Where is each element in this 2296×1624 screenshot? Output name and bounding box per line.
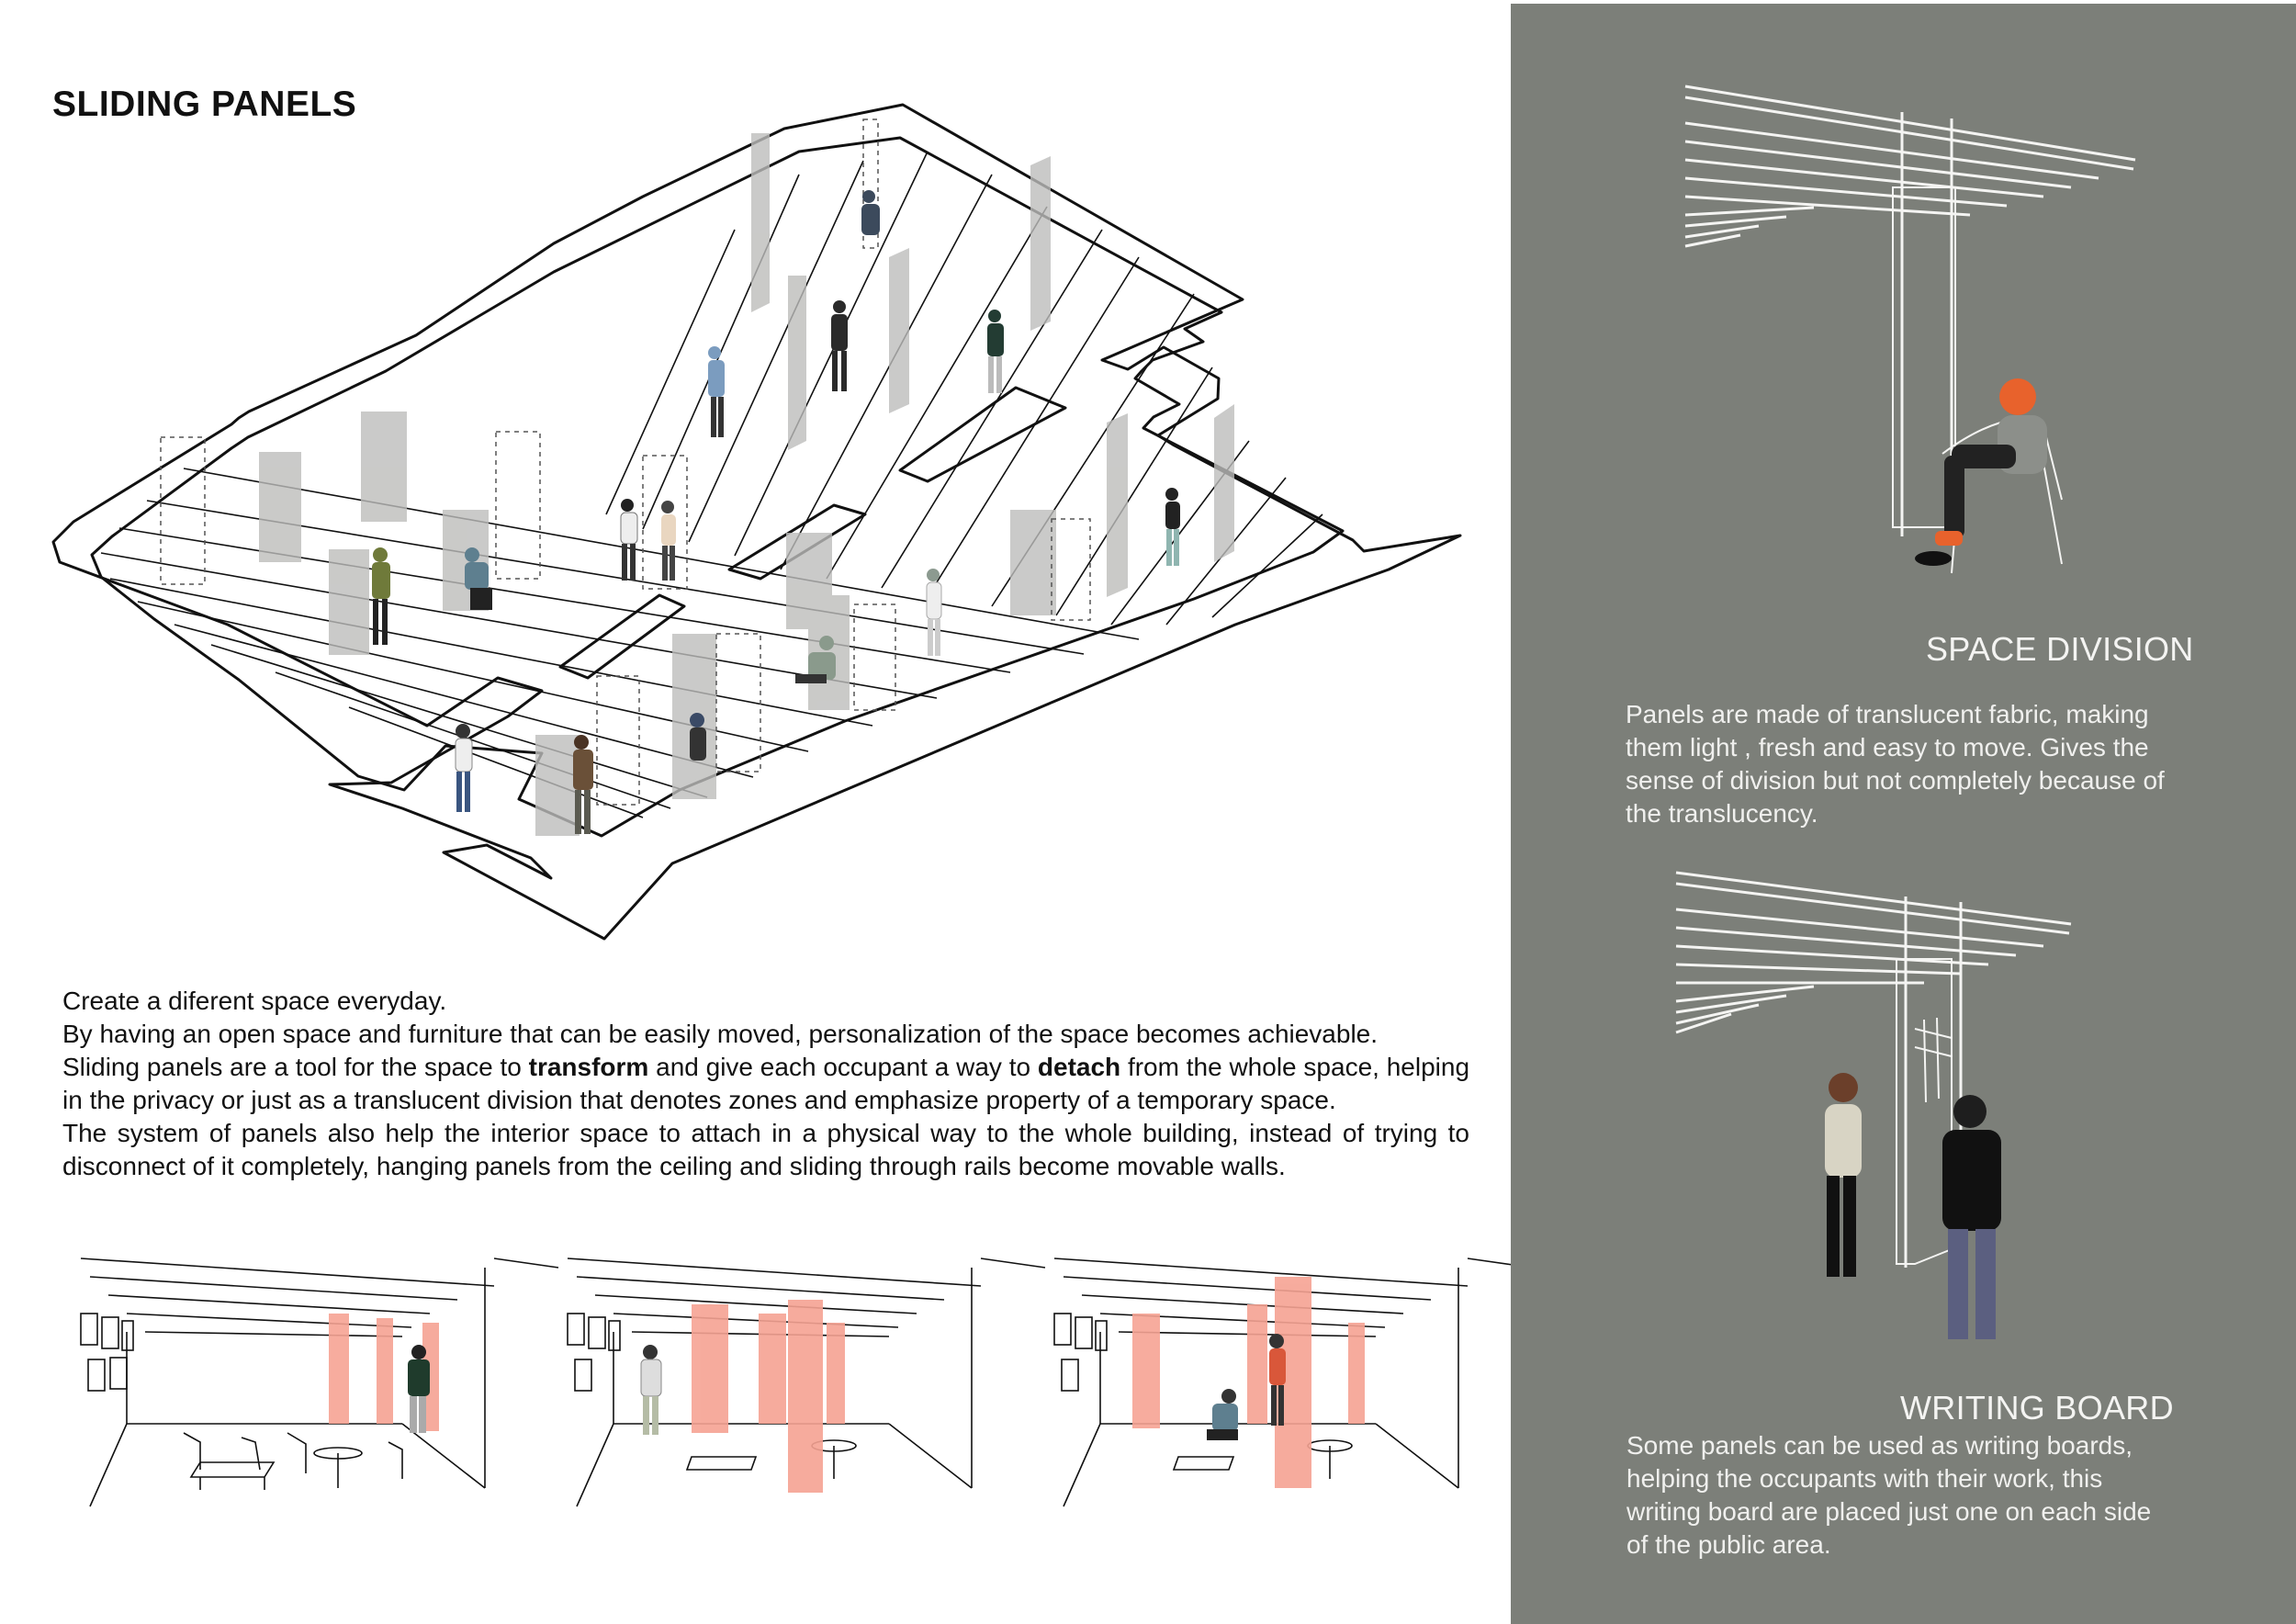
intro-line-4: The system of panels also help the interior space to attach in a physical way to the whole building, instead of trying to disconnect of it completely, hanging panels from the ceiling and sliding through rails become movable walls.	[62, 1119, 1469, 1180]
room-perspective-3	[1045, 1249, 1477, 1506]
writing-board-text: Some panels can be used as writing boards, helping the occupants with their work, this writing board are placed just one on each side of the public area.	[1626, 1431, 2152, 1559]
seated-person-orange	[1915, 378, 2062, 573]
intro-paragraph	[62, 985, 1469, 1183]
people-silhouettes	[372, 190, 1180, 834]
intro-line-1: Create a diferent space everyday.	[62, 987, 447, 1015]
writing-board-heading: WRITING BOARD	[1900, 1389, 2174, 1427]
space-division-heading: SPACE DIVISION	[1926, 630, 2194, 668]
standing-person-right	[1942, 1095, 2001, 1339]
room-perspective-2	[558, 1249, 990, 1506]
partition-1	[900, 388, 1065, 481]
bold-transform: transform	[528, 1053, 649, 1081]
page-title: SLIDING PANELS	[52, 85, 357, 124]
room-perspective-1	[72, 1249, 503, 1506]
isometric-floor-plan	[0, 0, 1511, 974]
standing-person-left	[1825, 1073, 1862, 1277]
writing-board-illustration	[1676, 863, 2190, 1378]
space-division-text: Panels are made of translucent fabric, making them light , fresh and easy to move. Gives the sense of division but not completely because of the translucency.	[1626, 700, 2165, 828]
space-division-illustration	[1676, 77, 2190, 665]
right-panel	[1511, 4, 2296, 1624]
intro-line-2: By having an open space and furniture that can be easily moved, personalization of the space becomes achievable.	[62, 1020, 1379, 1048]
intro-line-3: Sliding panels are a tool for the space to transform and give each occupant a way to detach from the whole space, helping in the privacy or just as a translucent division that denotes zones and emphasize property of a temporary space.	[62, 1053, 1470, 1114]
bold-detach: detach	[1037, 1053, 1121, 1081]
